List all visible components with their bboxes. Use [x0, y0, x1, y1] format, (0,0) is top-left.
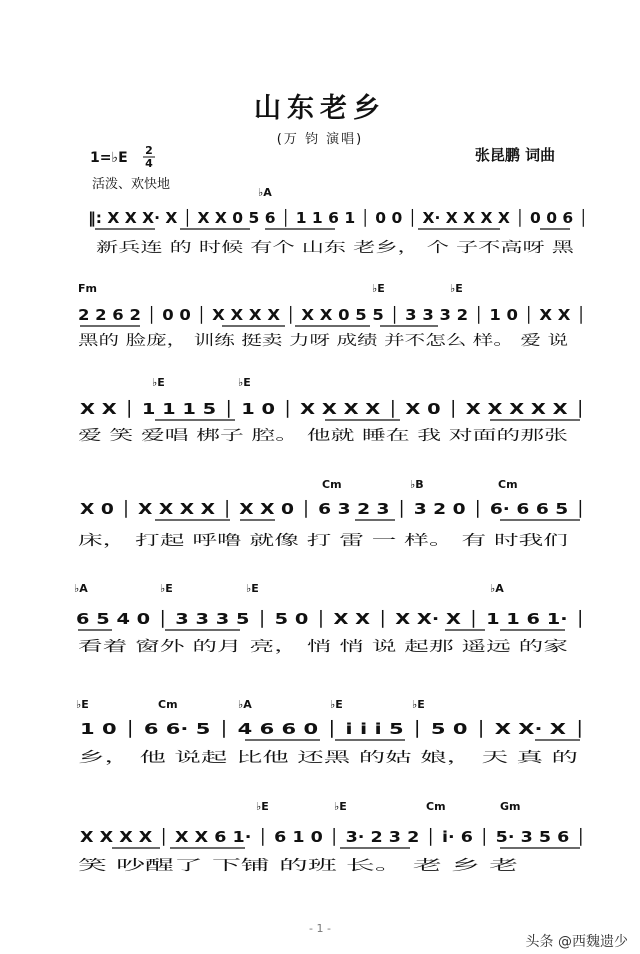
chord-symbol: Fm — [78, 282, 97, 295]
chord-symbol: ♭E — [152, 376, 165, 389]
time-signature — [143, 144, 155, 170]
chord-symbol: ♭A — [74, 582, 88, 595]
chord-symbol: Cm — [498, 478, 518, 491]
notation-line: 1 0 │ 6 6· 5 │ 4 6 6 0 │ i i i 5 │ 5 0 │ X X· X │ — [80, 720, 442, 738]
chord-symbol: ♭A — [490, 582, 504, 595]
chord-symbol: ♭A — [238, 698, 252, 711]
chord-symbol: ♭E — [330, 698, 343, 711]
music-system-4 — [78, 478, 586, 549]
time-signature-top: 2 — [145, 144, 153, 157]
lyric-line: 床， 打起 呼噜 就像 打 雷 一 样。 有 时我们 — [78, 533, 357, 549]
chord-symbol: ♭E — [246, 582, 259, 595]
music-system-1 — [88, 186, 588, 256]
notation-line: X 0 │ X X X X │ X X 0 │ 6 3 2 3 │ 3 2 0 │ 6· 6 6 5 │ — [80, 500, 488, 518]
chord-symbol: Cm — [426, 800, 446, 813]
chord-symbol: ♭E — [76, 698, 89, 711]
chord-symbol: Gm — [500, 800, 521, 813]
notation-line: 2 2 6 2 │ 0 0 │ X X X X │ X X 0 5 5 │ 3 3 3 2 │ 1 0 │ X X │ — [78, 306, 542, 324]
notation-line: 6 5 4 0 │ 3 3 3 5 │ 5 0 │ X X │ X X· X │ 1 1 6 1· │ — [76, 610, 471, 628]
chord-symbol: Cm — [322, 478, 342, 491]
music-system-5 — [74, 582, 586, 655]
chord-symbol: ♭E — [238, 376, 251, 389]
watermark-text: 头条 @西魏遗少 — [525, 934, 628, 950]
key-signature: 1=♭E — [90, 150, 128, 166]
music-system-3 — [78, 376, 586, 444]
chord-symbol: Cm — [158, 698, 178, 711]
page-number: - 1 - — [309, 922, 331, 935]
lyric-line: 爱 笑 爱唱 梆子 腔。 他就 睡在 我 对面的那张 — [78, 428, 366, 444]
lyric-line: 看着 窗外 的月 亮， 悄 悄 说 起那 遥远 的家 — [78, 639, 357, 655]
chord-symbol: ♭E — [160, 582, 173, 595]
chord-symbol: ♭B — [410, 478, 424, 491]
lyric-line: 笑 吵醒了 下铺 的班 长。 老 乡 老 — [78, 858, 292, 874]
chord-symbol: ♭E — [412, 698, 425, 711]
notation-line: ‖: X X X· X │ X X 0 5 6 │ 1 1 6 1 │ 0 0 │ X· X X X X │ 0 0 6 │ — [88, 209, 571, 227]
performer-credit: (万 钧 演唱) — [276, 132, 364, 147]
chord-symbol: ♭E — [372, 282, 385, 295]
lyric-line: 新兵连 的 时候 有个 山东 老乡， 个 子不高呀 黑 — [96, 240, 398, 256]
music-system-2 — [78, 282, 586, 349]
author-credit: 张昆鹏 词曲 — [474, 146, 556, 164]
music-system-7 — [78, 800, 586, 874]
lyric-line: 乡， 他 说起 比他 还黑 的姑 娘， 天 真 的 — [78, 750, 343, 766]
chord-symbol: ♭E — [334, 800, 347, 813]
music-system-6 — [76, 698, 586, 766]
chord-symbol: ♭A — [258, 186, 272, 199]
song-title: 山东老乡 — [254, 93, 386, 124]
notation-line: X X X X │ X X 6 1· │ 6 1 0 │ 3· 2 3 2 │ i· 6 │ 5· 3 5 6 │ — [80, 828, 514, 846]
chord-symbol: ♭E — [256, 800, 269, 813]
lyric-line: 黑的 脸庞， 训练 挺卖 力呀 成绩 并不怎么 样。 爱 说 — [78, 333, 413, 349]
time-signature-bottom: 4 — [145, 157, 153, 170]
notation-line: X X │ 1 1 1 5 │ 1 0 │ X X X X │ X 0 │ X X X X X │ — [80, 400, 472, 418]
tempo-marking: 活泼、欢快地 — [92, 177, 171, 192]
chord-symbol: ♭E — [450, 282, 463, 295]
